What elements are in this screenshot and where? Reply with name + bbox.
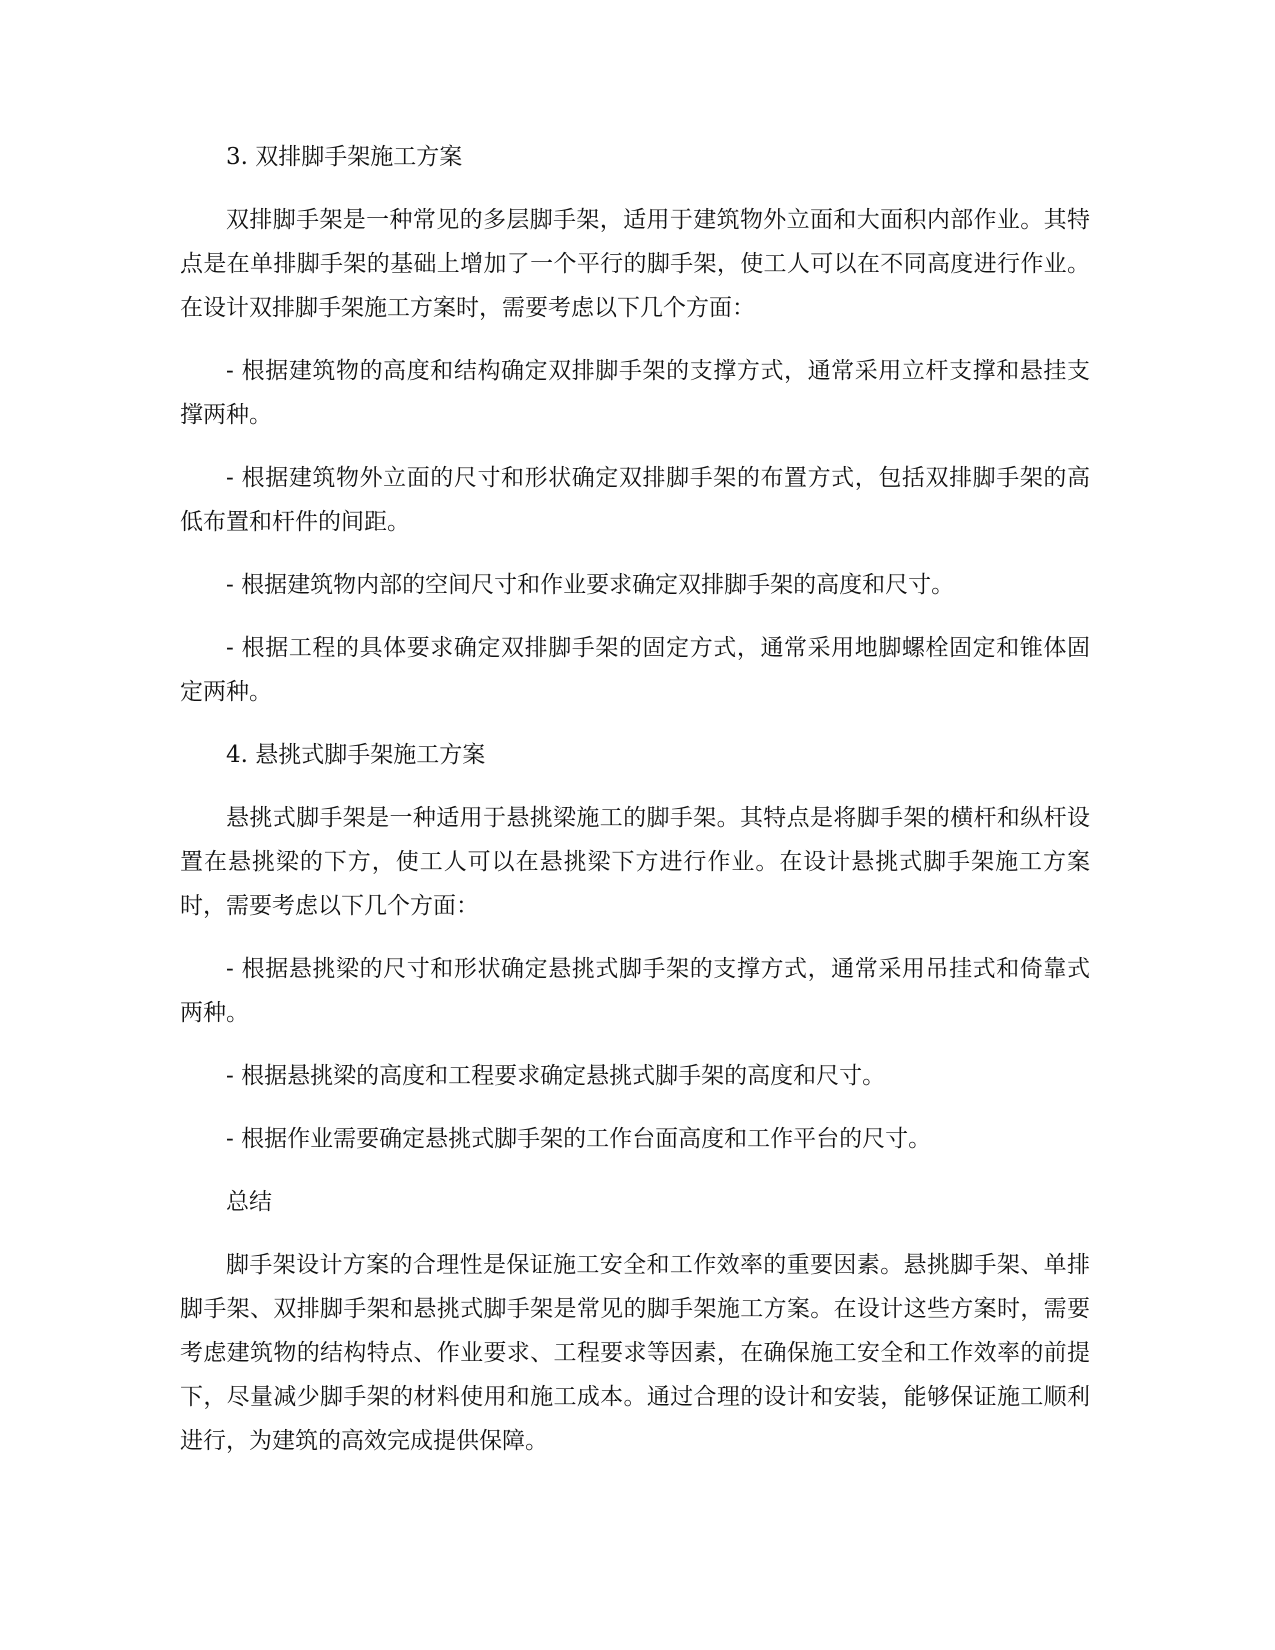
section-heading: 4. 悬挑式脚手架施工方案: [226, 742, 486, 768]
list-item: - 根据建筑物内部的空间尺寸和作业要求确定双排脚手架的高度和尺寸。: [226, 572, 955, 598]
list-item: - 根据工程的具体要求确定双排脚手架的固定方式，通常采用地脚螺栓固定和锥体固定两种。: [180, 635, 1090, 705]
list-item: - 根据建筑物外立面的尺寸和形状确定双排脚手架的布置方式，包括双排脚手架的高低布置和杆件的间距。: [180, 465, 1090, 535]
list-item: - 根据建筑物的高度和结构确定双排脚手架的支撑方式，通常采用立杆支撑和悬挂支撑两种。: [180, 358, 1090, 428]
paragraph: 双排脚手架是一种常见的多层脚手架，适用于建筑物外立面和大面积内部作业。其特点是在单排脚手架的基础上增加了一个平行的脚手架，使工人可以在不同高度进行作业。在设计双排脚手架施工方案时，需要考虑以下几个方面：: [180, 207, 1090, 321]
document-page: [180, 135, 1090, 1482]
paragraph: 脚手架设计方案的合理性是保证施工安全和工作效率的重要因素。悬挑脚手架、单排脚手架、双排脚手架和悬挑式脚手架是常见的脚手架施工方案。在设计这些方案时，需要考虑建筑物的结构特点、作业要求、工程要求等因素，在确保施工安全和工作效率的前提下，尽量减少脚手架的材料使用和施工成本。通过合理的设计和安装，能够保证施工顺利进行，为建筑的高效完成提供保障。: [180, 1252, 1090, 1454]
list-item: - 根据作业需要确定悬挑式脚手架的工作台面高度和工作平台的尺寸。: [226, 1126, 932, 1152]
list-item: - 根据悬挑梁的尺寸和形状确定悬挑式脚手架的支撑方式，通常采用吊挂式和倚靠式两种。: [180, 956, 1090, 1026]
paragraph: 悬挑式脚手架是一种适用于悬挑梁施工的脚手架。其特点是将脚手架的横杆和纵杆设置在悬挑梁的下方，使工人可以在悬挑梁下方进行作业。在设计悬挑式脚手架施工方案时，需要考虑以下几个方面：: [180, 805, 1090, 919]
list-item: - 根据悬挑梁的高度和工程要求确定悬挑式脚手架的高度和尺寸。: [226, 1063, 886, 1089]
section-heading: 总结: [226, 1189, 272, 1215]
section-heading: 3. 双排脚手架施工方案: [226, 144, 463, 170]
